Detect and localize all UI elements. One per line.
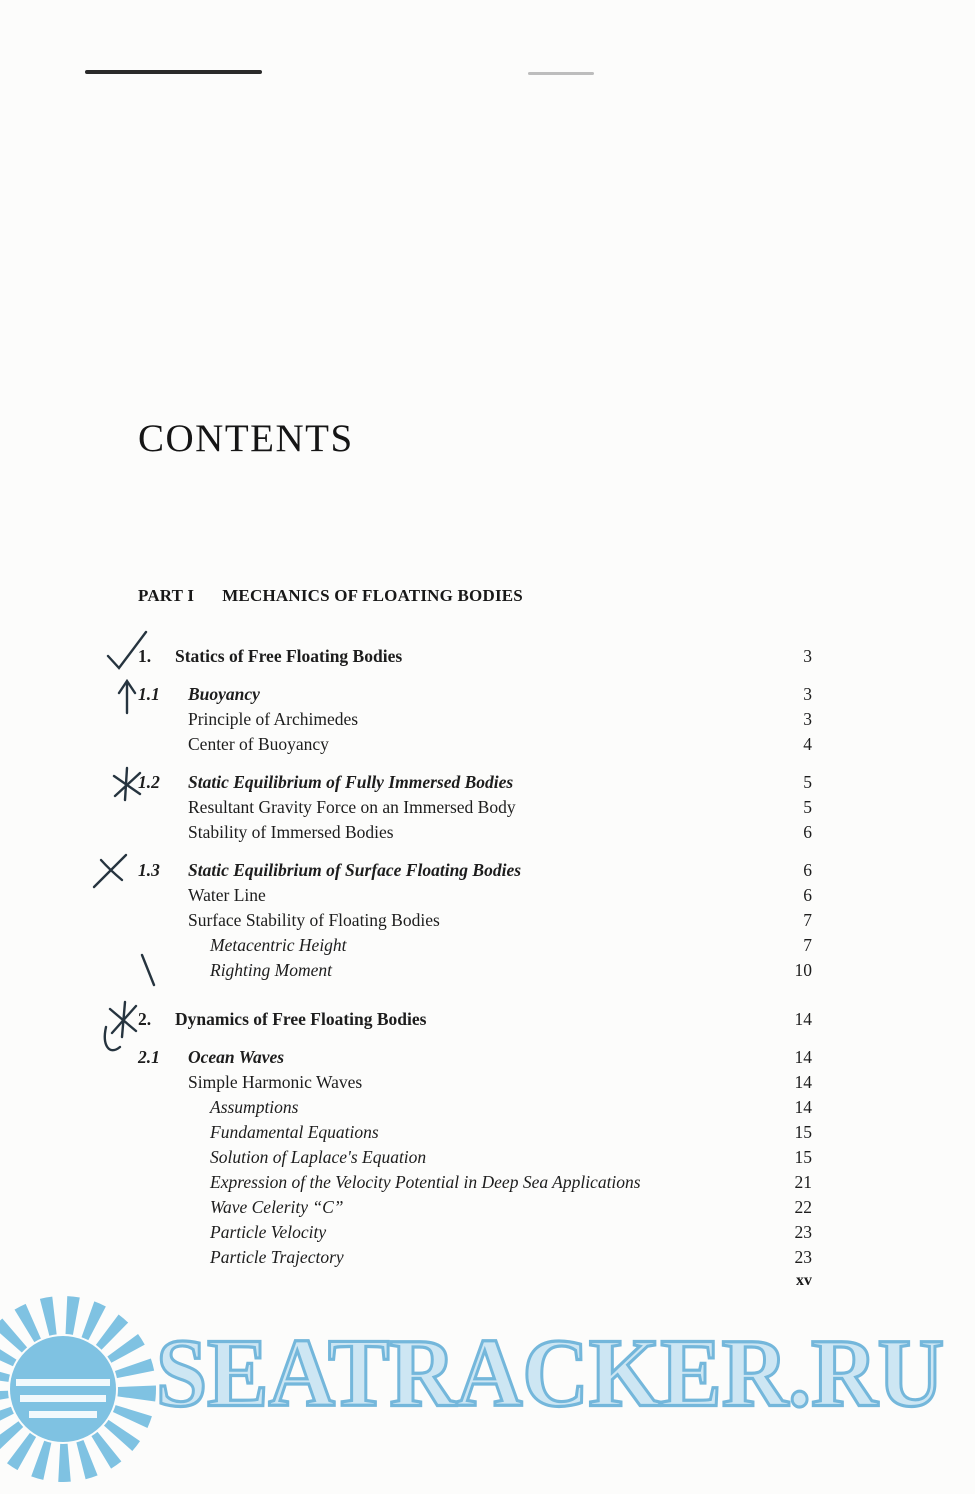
- toc-entry-number: 1.2: [138, 772, 160, 792]
- toc-entry-label: Principle of Archimedes: [188, 709, 359, 729]
- toc-entry-page-number: 3: [803, 684, 812, 704]
- toc-entry-page-number: 14: [794, 1072, 812, 1092]
- toc-entry-page-number: 23: [794, 1222, 812, 1242]
- toc-entry: [138, 858, 812, 883]
- toc-entry-label: Simple Harmonic Waves: [188, 1072, 363, 1092]
- toc-entry-label: Resultant Gravity Force on an Immersed Body: [188, 797, 516, 817]
- toc-entry-page-number: 14: [794, 1009, 812, 1029]
- toc-entry-page-number: 6: [803, 822, 812, 842]
- toc-entry: [138, 1120, 812, 1145]
- toc-entry: [138, 1145, 812, 1170]
- part-heading: [138, 586, 523, 606]
- toc-entry-page-number: 7: [803, 910, 812, 930]
- toc-entry-page-number: 3: [803, 709, 812, 729]
- toc-entry-page-number: 14: [794, 1097, 812, 1117]
- toc-entry-label: Water Line: [188, 885, 266, 905]
- toc-entry-label: Dynamics of Free Floating Bodies: [175, 1009, 427, 1029]
- toc-entry: [138, 1045, 812, 1070]
- watermark: [0, 1298, 975, 1463]
- toc-entry: [138, 820, 812, 845]
- page-title: CONTENTS: [138, 417, 354, 460]
- toc-entry: [138, 644, 812, 669]
- toc-list: [138, 644, 812, 1270]
- toc-entry: [138, 1170, 812, 1195]
- toc-entry-label: Expression of the Velocity Potential in Deep Sea Applications: [210, 1172, 641, 1192]
- toc-entry-page-number: 6: [803, 885, 812, 905]
- toc-entry-label: Stability of Immersed Bodies: [188, 822, 394, 842]
- toc-entry: [138, 908, 812, 933]
- cross-stroke-handwritten-icon: [92, 853, 128, 889]
- toc-entry: [138, 1070, 812, 1095]
- toc-entry: [138, 795, 812, 820]
- toc-entry-label: Assumptions: [210, 1097, 299, 1117]
- up-arrow-handwritten-icon: [115, 679, 139, 715]
- toc-entry-label: Solution of Laplace's Equation: [210, 1147, 427, 1167]
- toc-entry: [138, 958, 812, 983]
- toc-entry-label: Static Equilibrium of Fully Immersed Bodies: [188, 772, 514, 792]
- toc-entry-label: Particle Trajectory: [210, 1247, 344, 1267]
- scan-artifact-line: [85, 70, 262, 74]
- toc-entry: [138, 770, 812, 795]
- toc-entry: [138, 1007, 812, 1032]
- toc-entry-page-number: 14: [794, 1047, 812, 1067]
- toc-entry-page-number: 21: [794, 1172, 812, 1192]
- toc-entry: [138, 1195, 812, 1220]
- toc-entry-page-number: 5: [803, 772, 812, 792]
- toc-entry-label: Righting Moment: [210, 960, 332, 980]
- scan-artifact-line: [528, 72, 594, 75]
- page-number-marker: xv: [796, 1272, 812, 1289]
- toc-entry-page-number: 23: [794, 1247, 812, 1267]
- toc-entry-page-number: 15: [794, 1147, 812, 1167]
- toc-entry-page-number: 10: [794, 960, 812, 980]
- toc-entry: [138, 732, 812, 757]
- toc-entry-page-number: 22: [794, 1197, 812, 1217]
- toc-entry-page-number: 7: [803, 935, 812, 955]
- toc-entry-page-number: 3: [803, 646, 812, 666]
- toc-entry-number: 1.: [138, 646, 152, 666]
- toc-entry-number: 2.1: [138, 1047, 160, 1067]
- toc-entry: [138, 707, 812, 732]
- toc-entry-number: 1.1: [138, 684, 160, 704]
- part-label: PART I: [138, 586, 195, 605]
- toc-entry: [138, 933, 812, 958]
- toc-entry: [138, 682, 812, 707]
- toc-entry-label: Fundamental Equations: [210, 1122, 379, 1142]
- toc-entry-label: Particle Velocity: [210, 1222, 327, 1242]
- toc-entry-label: Statics of Free Floating Bodies: [175, 646, 403, 666]
- toc-entry: [138, 1245, 812, 1270]
- toc-entry-page-number: 4: [803, 734, 812, 754]
- toc-entry-page-number: 15: [794, 1122, 812, 1142]
- toc-entry-label: Buoyancy: [188, 684, 260, 704]
- toc-entry-label: Static Equilibrium of Surface Floating Bodies: [188, 860, 522, 880]
- toc-entry: [138, 1220, 812, 1245]
- toc-entry-number: 2.: [138, 1009, 152, 1029]
- toc-entry: [138, 883, 812, 908]
- part-title: MECHANICS OF FLOATING BODIES: [222, 586, 523, 605]
- toc-entry: [138, 1095, 812, 1120]
- toc-entry-label: Center of Buoyancy: [188, 734, 329, 754]
- toc-entry-page-number: 5: [803, 797, 812, 817]
- toc-entry-label: Surface Stability of Floating Bodies: [188, 910, 440, 930]
- toc-entry-label: Metacentric Height: [210, 935, 347, 955]
- toc-entry-label: Wave Celerity “C”: [210, 1197, 344, 1217]
- toc-entry-number: 1.3: [138, 860, 160, 880]
- watermark-text: SEATRACKER.RU: [156, 1318, 945, 1427]
- toc-entry-page-number: 6: [803, 860, 812, 880]
- toc-entry-label: Ocean Waves: [188, 1047, 285, 1067]
